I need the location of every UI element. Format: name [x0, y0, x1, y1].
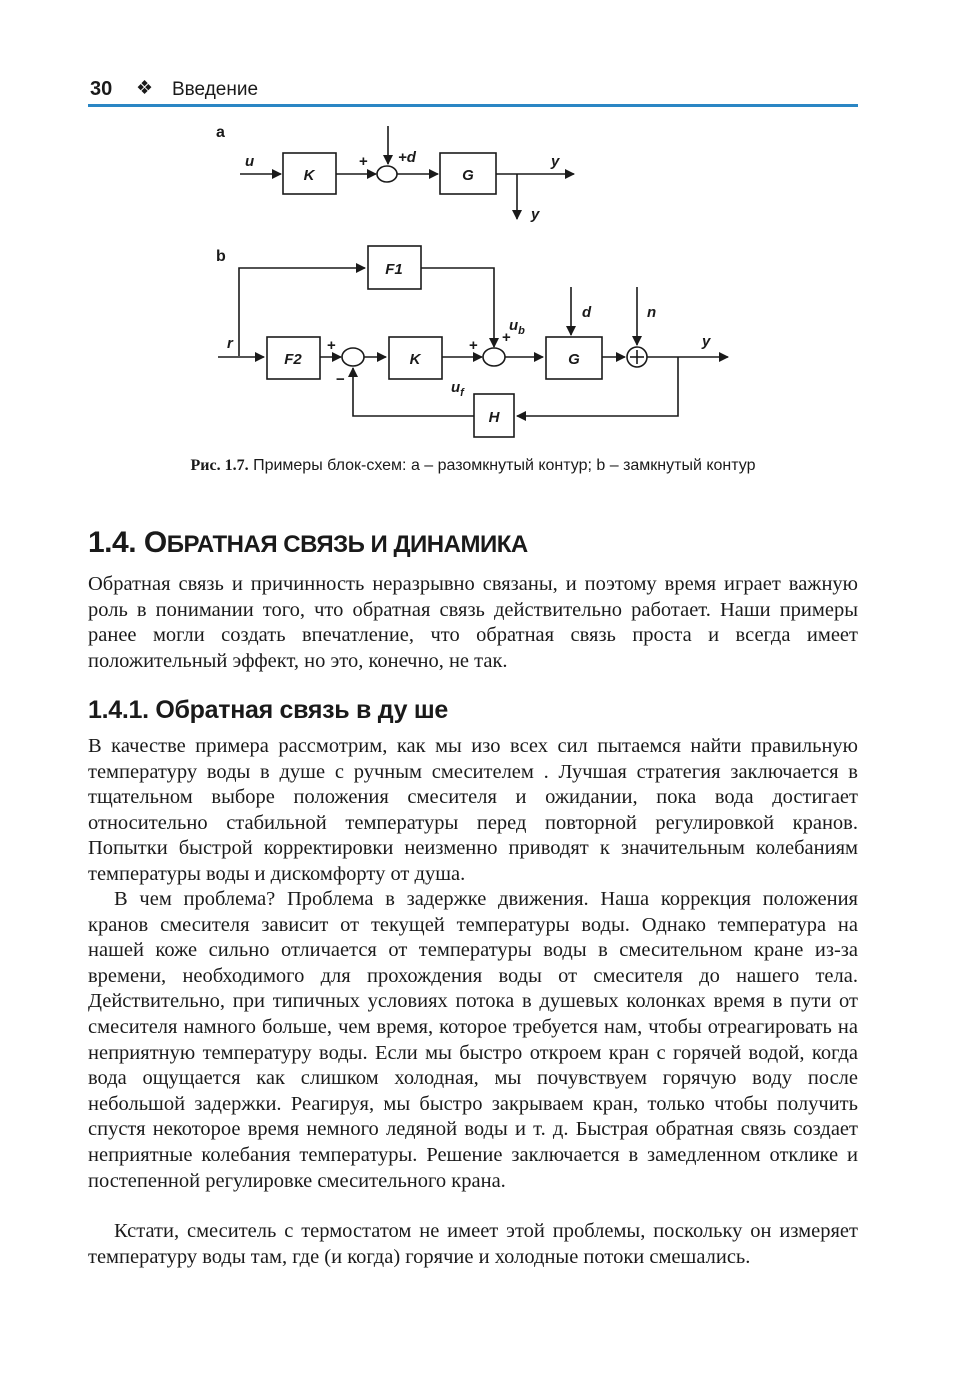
b-block-f2-label: F2 — [284, 351, 302, 368]
a-signal-u: u — [245, 153, 255, 170]
a-signal-y-down: y — [531, 206, 540, 223]
b-block-f1-label: F1 — [385, 261, 403, 278]
figure-caption — [88, 457, 858, 475]
body-paragraph-3: В чем проблема? Проблема в задержке движения. Наша коррекция положения кранов смесителя зависит от текущей температуры воды. Однако температура на нашей коже сильно отличается от температуры воды в смесительном кране из-за времени, необходимого для прохождения воды от смесителя до нашего тела. Действительно, при типичных условиях потока в душевых колонках время в пути от смесителя намного больше, чем время, которое требуется нам, чтобы отреагировать на неприятную температуру воды. Если мы быстро откроем кран с горячей водой, когда вода ощущается как слишком холодная, мы почувствуем горячую воду после небольшой задержки. Реагируя, мы быстро закрываем кран, только чтобы получить спустя некоторое время немного ледяной воды и т. д. Быстрая обратная связь создает неприятные колебания температуры. Решение заключается в замедленном отклике и постепенной регулировке смесительного крана. — [88, 888, 858, 1192]
b-signal-ub — [509, 317, 525, 337]
b-signal-r: r — [227, 335, 233, 352]
body-paragraph-2: В качестве примера рассмотрим, как мы изо всех сил пытаемся найти правильную температуру воды в душе с ручным смесителем . Лучшая стратегия заключается в тщательном выборе положения смесителя и ожидании, пока вода достигает относительно стабильной температуры перед повторной регулировкой кранов. Попытки быстрой корректировки неизменно приводят к значительным колебаниям температуры воды и дискомфорту от душа. — [88, 735, 858, 885]
b-block-h-label: H — [488, 409, 500, 426]
diamond-icon: ❖ — [136, 78, 154, 99]
b-summing-junction-1 — [342, 348, 364, 366]
b-signal-ub-main: u — [509, 317, 519, 334]
section-title-first: О — [143, 526, 167, 559]
page-header — [88, 74, 858, 107]
b-plus-3: + — [502, 329, 511, 346]
caption-label: Рис. 1.7. — [190, 457, 249, 474]
page-number: 30 — [90, 78, 113, 100]
b-wire-feedforward-in — [239, 268, 365, 356]
a-plus-sign: + — [359, 153, 368, 170]
block-diagram-figure — [0, 110, 974, 450]
b-block-k-label: K — [409, 351, 421, 368]
b-minus-sign: − — [336, 371, 345, 388]
a-signal-d: +d — [398, 149, 416, 166]
b-block-g-label: G — [568, 351, 580, 368]
b-signal-uf-sub: f — [460, 387, 464, 399]
a-signal-y-out: y — [551, 153, 560, 170]
b-plus-2: + — [469, 337, 478, 354]
a-block-g-label: G — [462, 167, 474, 184]
b-signal-uf-main: u — [451, 379, 461, 396]
b-wire-feedforward-out — [421, 268, 494, 347]
b-plus-1: + — [327, 337, 336, 354]
a-summing-junction — [377, 166, 397, 182]
section-title-rest: БРАТНАЯ СВЯЗЬ И ДИНАМИКА — [166, 531, 528, 558]
panel-a-label: a — [216, 124, 225, 141]
subsection-heading: 1.4.1. Обратная связь в ду ше — [88, 696, 448, 724]
panel-b-label: b — [216, 248, 226, 265]
b-wire-feedback-in — [517, 357, 678, 416]
b-signal-ub-sub: b — [518, 325, 525, 337]
section-number: 1.4. — [88, 526, 137, 559]
b-signal-uf — [451, 379, 465, 399]
body-paragraph-1: Обратная связь и причинность неразрывно связаны, и поэтому время играет важную роль в понимании того, что обратная связь действительно работает. Наши примеры ранее могли создать впечатление, что обратная связь проста и всегда имеет положительный эффект, но это, конечно, не так. — [88, 573, 858, 672]
caption-text: Примеры блок-схем: a – разомкнутый контур; b – замкнутый контур — [253, 457, 756, 474]
body-paragraph-4: Кстати, смеситель с термостатом не имеет этой проблемы, поскольку он измеряет температуру воды там, где (и когда) горячие и холодные потоки смешались. — [88, 1220, 858, 1268]
b-signal-n: n — [647, 304, 657, 321]
section-heading — [88, 526, 528, 560]
b-signal-d: d — [582, 304, 592, 321]
b-signal-y: y — [702, 333, 711, 350]
b-summing-junction-2 — [483, 348, 505, 366]
a-block-k-label: K — [303, 167, 315, 184]
chapter-title: Введение — [172, 79, 259, 100]
